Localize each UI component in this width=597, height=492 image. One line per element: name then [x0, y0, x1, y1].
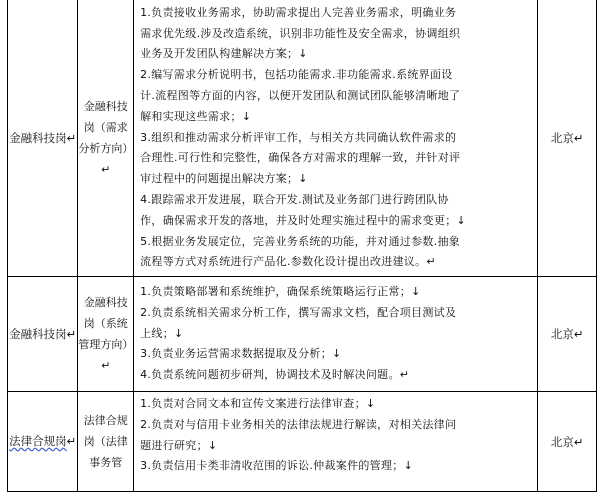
- duty-line: 3.负责业务运营需求数据提取及分析；↓: [140, 347, 342, 361]
- duty-line: 审过程中的问题提出解决方案；↓: [140, 172, 308, 186]
- duty-line: 合理性.可行性和完整性，确保各方对需求的理解一致，并针对评: [140, 151, 461, 165]
- duty-line: 需求优先级.涉及改造系统，识别非功能性及安全需求，协调组织: [140, 26, 461, 40]
- duty-line: 计.流程图等方面的内容，以便开发团队和测试团队能够清晰地了: [140, 89, 461, 102]
- duty-line: 4.负责系统问题初步研判，协调技术及时解决问题。↵: [140, 368, 410, 382]
- dept-cell: 法律合规岗↵: [8, 392, 78, 492]
- table-row: [8, 0, 597, 277]
- dept-cell: 金融科技岗↵: [8, 277, 78, 392]
- duty-line: 上线；↓: [140, 326, 184, 340]
- duty-line: 解和实现这些需求；↓: [140, 109, 252, 123]
- duty-line: 业务及开发团队构建解决方案；↓: [140, 47, 308, 61]
- dept-text: 金融科技岗: [9, 326, 67, 341]
- duty-line: 流程等方式对系统进行产品化.参数化设计提出改进建议。↵: [140, 255, 436, 269]
- duty-line: 2.编写需求分析说明书，包括功能需求.非功能需求.系统界面设: [140, 68, 453, 82]
- position-cell: 金融科技岗（需求分析方向）↵: [78, 0, 134, 277]
- duty-line: 3.组织和推动需求分析评审工作，与相关方共同确认软件需求的: [140, 130, 457, 144]
- position-text: 金融科技岗（系统管理方向）: [78, 296, 134, 351]
- job-table: [7, 0, 597, 492]
- duties-cell: [134, 392, 538, 492]
- duty-line: 题进行研究；↓: [140, 438, 218, 452]
- position-text: 法律合规岗（法律事务管: [83, 414, 128, 469]
- duty-line: 1.负责对合同文本和宣传文案进行法律审查；↓: [140, 397, 376, 410]
- dept-text: 法律合规岗: [9, 434, 67, 448]
- duty-line: 2.负责对与信用卡业务相关的法律法规进行解读，对相关法律问: [140, 417, 457, 431]
- duty-line: 1.负责策略部署和系统维护，确保系统策略运行正常；↓: [140, 285, 421, 298]
- location-text: 北京: [550, 327, 574, 341]
- location-text: 北京: [550, 434, 574, 449]
- position-text: 金融科技岗（需求分析方向）: [78, 100, 134, 155]
- duty-line: 2.负责系统相关需求分析工作，撰写需求文档，配合项目测试及: [140, 305, 457, 319]
- table-row: [8, 392, 597, 492]
- duty-line: 4.跟踪需求开发进展，联合开发.测试及业务部门进行跨团队协: [140, 192, 449, 206]
- location-cell: 北京↵: [538, 0, 597, 277]
- position-cell: 金融科技岗（系统管理方向）↵: [78, 277, 134, 392]
- location-cell: 北京↵: [538, 392, 597, 492]
- dept-text: 金融科技岗: [9, 130, 67, 145]
- table-row: [8, 277, 597, 392]
- duty-line: 1.负责接收业务需求，协助需求提出人完善业务需求，明确业务: [140, 5, 457, 19]
- duty-line: 3.负责信用卡类非清收范围的诉讼.仲裁案件的管理；↓: [140, 459, 414, 473]
- duty-line: 作，确保需求开发的落地，并及时处理实施过程中的需求变更；↓: [140, 213, 467, 227]
- position-cell: [78, 392, 134, 492]
- location-cell: 北京↵: [538, 277, 597, 392]
- dept-cell: 金融科技岗↵: [8, 0, 78, 277]
- duty-line: 5.根据业务发展定位，完善业务系统的功能，并对通过参数.抽象: [140, 234, 461, 248]
- duties-cell: [134, 277, 538, 392]
- duties-cell: [134, 0, 538, 277]
- location-text: 北京: [550, 131, 574, 145]
